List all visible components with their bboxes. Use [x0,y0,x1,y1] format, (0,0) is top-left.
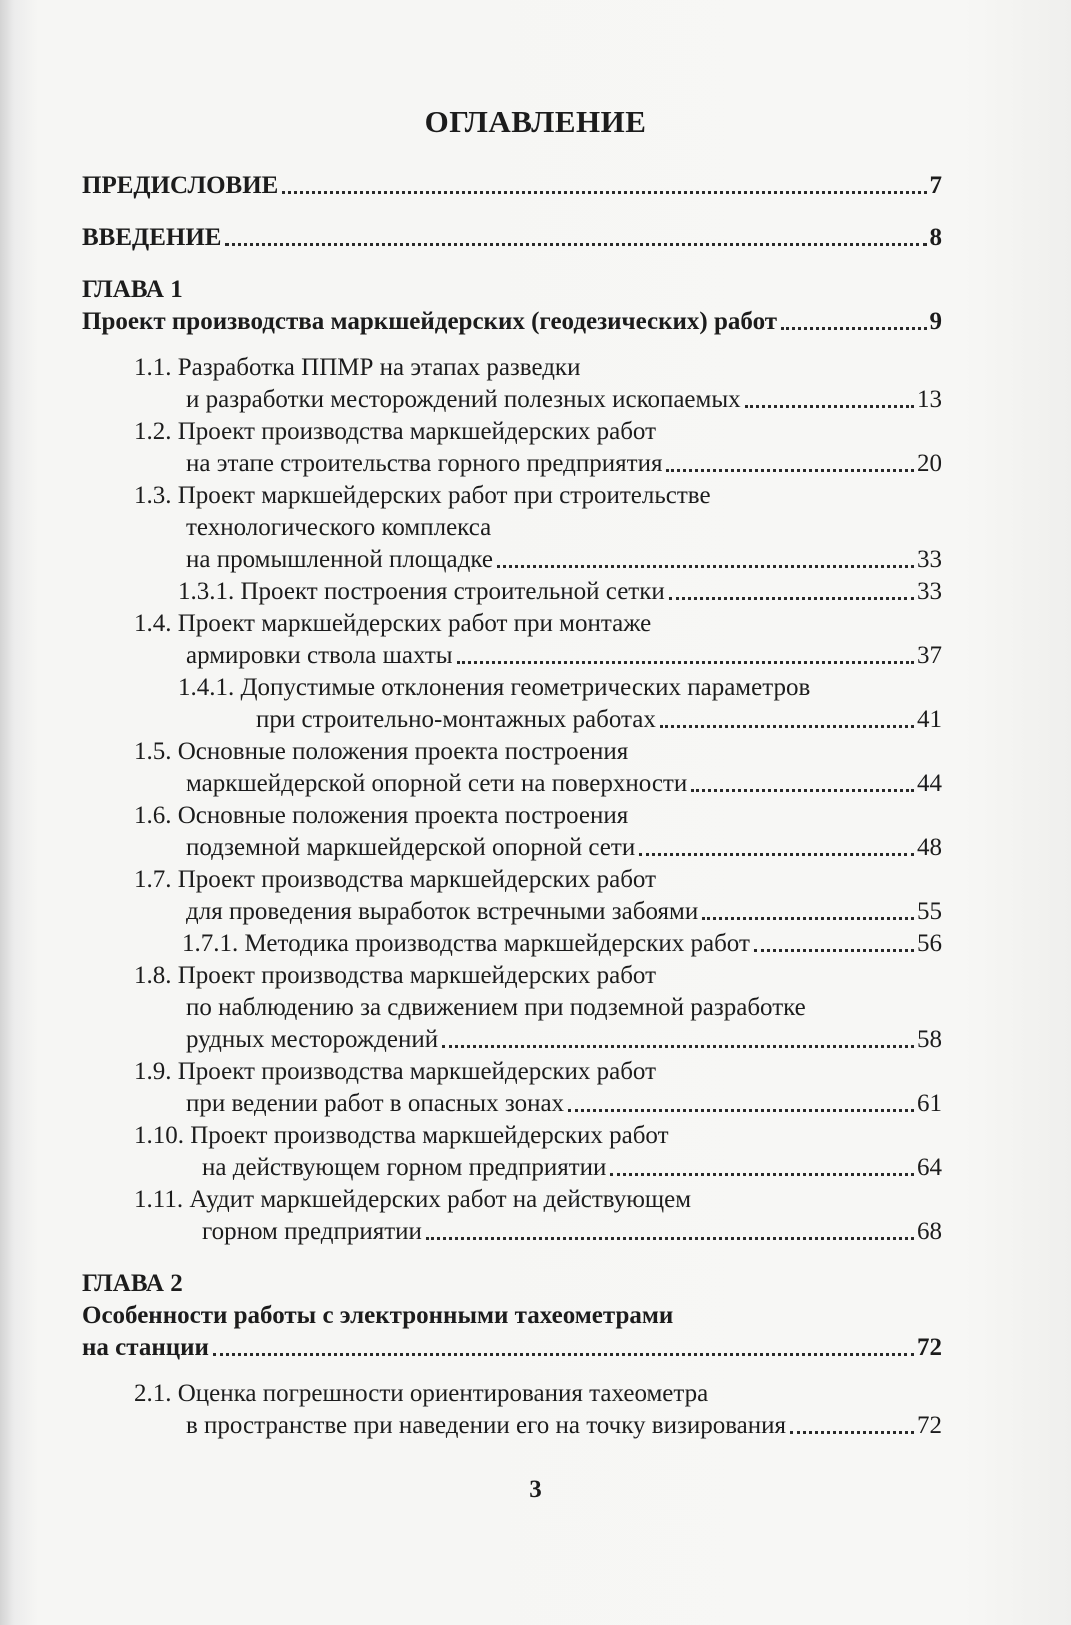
toc-entry-text: 2.1. Оценка погрешности ориентирования тахеометра [134,1380,709,1407]
dot-leader [745,404,914,408]
toc-page-number: 44 [917,770,942,797]
chapter-label [82,1268,942,1300]
chapter-2-label: ГЛАВА 2 [82,1270,183,1297]
toc-entry-text: ВВЕДЕНИЕ [82,224,222,251]
toc-page-number: 64 [917,1154,942,1181]
toc-entry-text: на промышленной площадке [186,546,493,573]
toc-entry-text: на действующем горном предприятии [202,1154,607,1181]
toc-page-number: 55 [917,898,942,925]
toc-entry-text: 1.3.1. Проект построения строительной сетки [178,578,665,605]
toc-entry-text: горном предприятии [202,1218,422,1245]
toc-entry-chapter-1[interactable] [82,306,942,338]
dot-leader [702,916,914,920]
toc-entry-text: Проект производства маркшейдерских (геодезических) работ [82,308,778,335]
dot-leader [666,468,914,472]
toc-entry-text: 1.2. Проект производства маркшейдерских работ [134,418,657,445]
toc-entry-text: при ведении работ в опасных зонах [186,1090,565,1117]
toc-page-number: 58 [917,1026,942,1053]
toc-entry-text: рудных месторождений [186,1026,439,1053]
toc-entry-1-4-1[interactable] [82,672,942,736]
page-heading: ОГЛАВЛЕНИЕ [424,104,647,139]
dot-leader [691,788,914,792]
toc-page-number: 33 [917,578,942,605]
toc-entry-text: Особенности работы с электронными тахеометрами [82,1302,674,1329]
toc-entry-text: технологического комплекса [186,514,492,541]
toc-entry-1-5[interactable] [82,736,942,800]
toc-page-number: 33 [917,546,942,573]
toc-entry-1-3[interactable] [82,480,942,576]
dot-leader [639,852,914,856]
toc-page-number: 13 [917,386,942,413]
toc-entry-text: на этапе строительства горного предприятия [186,450,663,477]
dot-leader [568,1108,914,1112]
toc-entry-text: по наблюдению за сдвижением при подземной разработке [186,994,806,1021]
toc-entry-1-7-1[interactable] [82,928,942,960]
chapter-label [82,274,942,306]
toc-entry-text: 1.11. Аудит маркшейдерских работ на действующем [134,1186,692,1213]
toc-entry-text: 1.7. Проект производства маркшейдерских работ [134,866,657,893]
toc-entry-text: ПРЕДИСЛОВИЕ [82,172,279,199]
toc-entry-2-1[interactable] [82,1378,942,1442]
toc-entry-1-2[interactable] [82,416,942,480]
dot-leader [781,326,926,330]
toc-entry-text: 1.4. Проект маркшейдерских работ при монтаже [134,610,652,637]
dot-leader [754,948,914,952]
toc-entry-1-1[interactable] [82,352,942,416]
toc-entry-text: 1.6. Основные положения проекта построения [134,802,629,829]
toc-entry-1-4[interactable] [82,608,942,672]
toc-entry-text: 1.9. Проект производства маркшейдерских работ [134,1058,657,1085]
dot-leader [442,1044,914,1048]
toc-entry-1-10[interactable] [82,1120,942,1184]
toc-entry-text: 1.5. Основные положения проекта построения [134,738,629,765]
toc-entry-1-9[interactable] [82,1056,942,1120]
toc-entry-chapter-2[interactable] [82,1300,942,1364]
toc-entry-text: подземной маркшейдерской опорной сети [186,834,636,861]
toc-entry-text: и разработки месторождений полезных ископаемых [186,386,741,413]
dot-leader [457,660,914,664]
toc-entry-text: 1.8. Проект производства маркшейдерских работ [134,962,657,989]
toc-page-number: 72 [917,1334,942,1361]
toc-page-number: 41 [917,706,942,733]
toc-entry-text: 1.7.1. Методика производства маркшейдерских работ [182,930,750,957]
toc-page-number: 56 [917,930,942,957]
toc-entry-text: 1.10. Проект производства маркшейдерских работ [134,1122,669,1149]
toc-entry-text: при строительно-монтажных работах [256,706,656,733]
toc-entry-1-7[interactable] [82,864,942,928]
toc-page-number: 7 [929,172,942,199]
toc-entry-text: для проведения выработок встречными забоями [186,898,699,925]
toc-entry-text: армировки ствола шахты [186,642,453,669]
dot-leader [497,564,914,568]
toc-entry-preface[interactable] [82,170,942,202]
table-of-contents [82,170,942,1442]
toc-entry-1-6[interactable] [82,800,942,864]
toc-page-number: 8 [929,224,942,251]
toc-entry-1-8[interactable] [82,960,942,1056]
chapter-1-label: ГЛАВА 1 [82,276,183,303]
dot-leader [225,242,926,246]
toc-entry-1-3-1[interactable] [82,576,942,608]
toc-page-number: 20 [917,450,942,477]
dot-leader [669,596,914,600]
dot-leader [213,1352,914,1356]
toc-page-number: 68 [917,1218,942,1245]
toc-page-number: 72 [917,1412,942,1439]
toc-entry-text: 1.3. Проект маркшейдерских работ при строительстве [134,482,711,509]
toc-entry-text: в пространстве при наведении его на точку визирования [186,1412,787,1439]
toc-entry-text: на станции [82,1334,209,1361]
toc-page-number: 48 [917,834,942,861]
toc-page-number: 37 [917,642,942,669]
toc-entry-text: 1.4.1. Допустимые отклонения геометрических параметров [178,674,811,701]
toc-entry-text: маркшейдерской опорной сети на поверхности [186,770,688,797]
toc-page-number: 9 [929,308,942,335]
dot-leader [790,1430,914,1434]
dot-leader [610,1172,914,1176]
dot-leader [426,1236,914,1240]
toc-entry-1-11[interactable] [82,1184,942,1248]
toc-page-number: 61 [917,1090,942,1117]
page-number: 3 [529,1476,542,1503]
toc-entry-text: 1.1. Разработка ППМР на этапах разведки [134,354,581,381]
dot-leader [282,190,926,194]
toc-entry-intro[interactable] [82,222,942,254]
dot-leader [660,724,914,728]
